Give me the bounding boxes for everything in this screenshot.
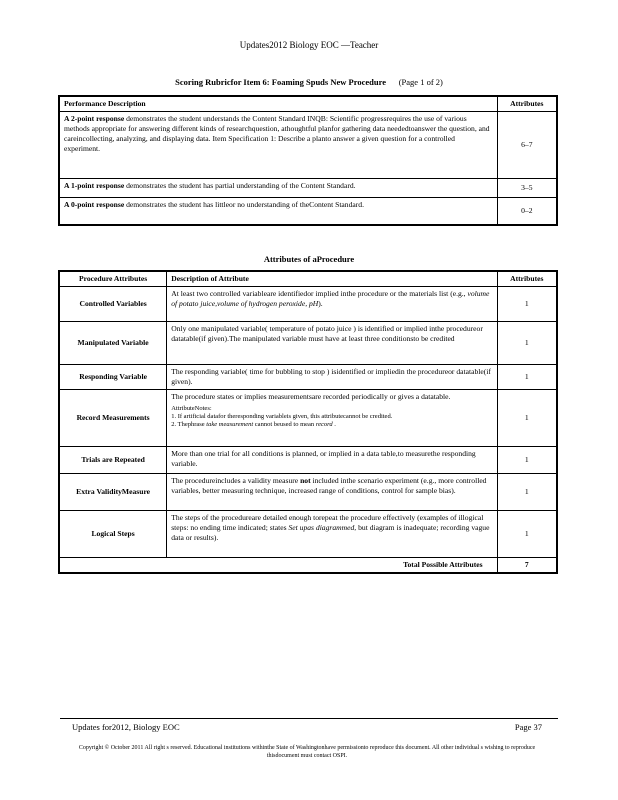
attr-row-total: [59, 558, 557, 574]
attr-trials-value: 1: [497, 447, 557, 474]
attr-record-note-2-term: take measurement: [206, 421, 254, 428]
attr-row-trials: [59, 447, 557, 474]
attributes-section-title: Attributes of aProcedure: [263, 254, 355, 264]
attr-logical-name: Logical Steps: [59, 511, 167, 558]
attr-record-note-2b: cannot beused to mean: [253, 421, 316, 428]
rubric-2pt-lead: A 2-point response: [64, 114, 125, 123]
rubric-2pt-attr: 6–7: [497, 112, 557, 179]
footer-divider: [60, 718, 558, 719]
attr-manipulated-value: 1: [497, 322, 557, 365]
attr-total-label: Total Possible Attributes: [59, 558, 497, 574]
attr-controlled-example: volume of potato juice,volume of hydrogen peroxide, pH: [171, 289, 490, 308]
rubric-1pt-lead: A 1-point response: [64, 181, 125, 190]
page-footer: [72, 722, 542, 732]
rubric-header-attributes: Attributes: [497, 96, 557, 112]
attr-record-note-2: [171, 421, 492, 429]
copyright-notice: Copyright © October 2011 All right s reserved. Educational institutions withinthe State of Washingtonhave permissionto reproduce this document. All other individual s wishing to reproduce thisdocument must contact OSPI.: [78, 745, 536, 759]
attr-extra-text: The procedureincludes a validity measure: [171, 476, 301, 485]
rubric-title-main: Scoring Rubricfor Item 6: Foaming Spuds New Procedure: [175, 77, 386, 87]
page-header: Updates2012 Biology EOC —Teacher: [239, 40, 379, 50]
attr-controlled-name: Controlled Variables: [59, 287, 167, 322]
rubric-title-page: (Page 1 of 2): [398, 77, 443, 87]
attr-record-note-2-record: record: [315, 421, 333, 428]
attr-record-name: Record Measurements: [59, 390, 167, 447]
attr-total-value: 7: [497, 558, 557, 574]
rubric-1pt-attr: 3–5: [497, 179, 557, 198]
attr-logical-text-end: but diagram is inadequate; recording vague data or results).: [171, 523, 490, 542]
attr-row-manipulated: [59, 322, 557, 365]
attr-row-record: [59, 390, 557, 447]
attr-responding-value: 1: [497, 365, 557, 390]
attr-record-notes: [171, 405, 492, 429]
attr-controlled-value: 1: [497, 287, 557, 322]
attr-logical-text: The steps of the procedureare detailed enough torepeat the procedure effectively (examples of illogical steps: no ending time indicated; states: [171, 513, 484, 532]
attr-header-procedure: Procedure Attributes: [59, 271, 167, 287]
attr-record-value: 1: [497, 390, 557, 447]
rubric-row-1pt: [59, 179, 557, 198]
attr-manipulated-name: Manipulated Variable: [59, 322, 167, 365]
rubric-row-2pt: [59, 112, 557, 179]
attr-record-text: The procedure states or implies measurementsare recorded periodically or gives a datatable.: [171, 392, 451, 401]
attr-extra-text-end: included inthe scenario experiment (e.g., more controlled variables, better measuring technique, increased range of conditions, control for sample bias).: [171, 476, 487, 495]
attr-row-logical: [59, 511, 557, 558]
attr-responding-name: Responding Variable: [59, 365, 167, 390]
attr-controlled-end: ).: [318, 299, 323, 308]
rubric-title: [60, 77, 558, 87]
attr-controlled-text: At least two controlled variableare identifiedor implied inthe procedure or the materials list (e.g.,: [171, 289, 468, 298]
attr-record-note-1: 1. If artificial datafor theresponding variableis given, this attributecannot be credited.: [171, 413, 393, 420]
attr-record-note-2a: 2. Thephrase: [171, 421, 207, 428]
attr-row-responding: [59, 365, 557, 390]
attr-logical-value: 1: [497, 511, 557, 558]
rubric-2pt-text: demonstrates the student understands the Content Standard INQB: Scientific progressrequires the use of various methods appropriate for answering different kinds of researchquestion, athoughtful planfor gathering data neededtoanswer the question, and careincollecting, analyzing, and displaying data. Item Specification 1: Describe a planto answer a given question for a controlled experiment.: [64, 114, 490, 153]
footer-page-number: Page 37: [514, 722, 542, 732]
rubric-table: [58, 95, 558, 226]
attr-trials-name: Trials are Repeated: [59, 447, 167, 474]
footer-left: Updates for2012, Biology EOC: [72, 722, 180, 732]
attr-row-extra: [59, 474, 557, 511]
attr-record-notes-title: AttributeNotes:: [171, 405, 212, 412]
attr-header-attributes: Attributes: [497, 271, 557, 287]
attr-logical-example: Set upas diagrammed,: [288, 523, 357, 532]
attr-extra-value: 1: [497, 474, 557, 511]
attr-extra-not: not: [300, 476, 311, 485]
attr-header-description: Description of Attribute: [167, 271, 497, 287]
rubric-0pt-text: demonstrates the student has littleor no understanding of theContent Standard.: [124, 200, 364, 209]
attributes-table: [58, 270, 558, 574]
rubric-header-performance: Performance Description: [59, 96, 497, 112]
attr-trials-text: More than one trial for all conditions is planned, or implied in a data table,to measurethe responding variable.: [167, 447, 497, 474]
attr-extra-name: Extra ValidityMeasure: [59, 474, 167, 511]
attr-row-controlled: [59, 287, 557, 322]
rubric-1pt-text: demonstrates the student has partial understanding of the Content Standard.: [124, 181, 356, 190]
rubric-0pt-lead: A 0-point response: [64, 200, 125, 209]
attr-record-note-2c: .: [332, 421, 336, 428]
attr-manipulated-text: Only one manipulated variable( temperature of potato juice ) is identified or implied inthe procedureor datatable(if given).The manipulated variable must have at least three conditionsto be credited: [167, 322, 497, 365]
attr-responding-text: The responding variable( time for bubbling to stop ) isidentified or impliedin the procedureor datatable(if given).: [167, 365, 497, 390]
rubric-row-0pt: [59, 198, 557, 226]
rubric-0pt-attr: 0–2: [497, 198, 557, 226]
